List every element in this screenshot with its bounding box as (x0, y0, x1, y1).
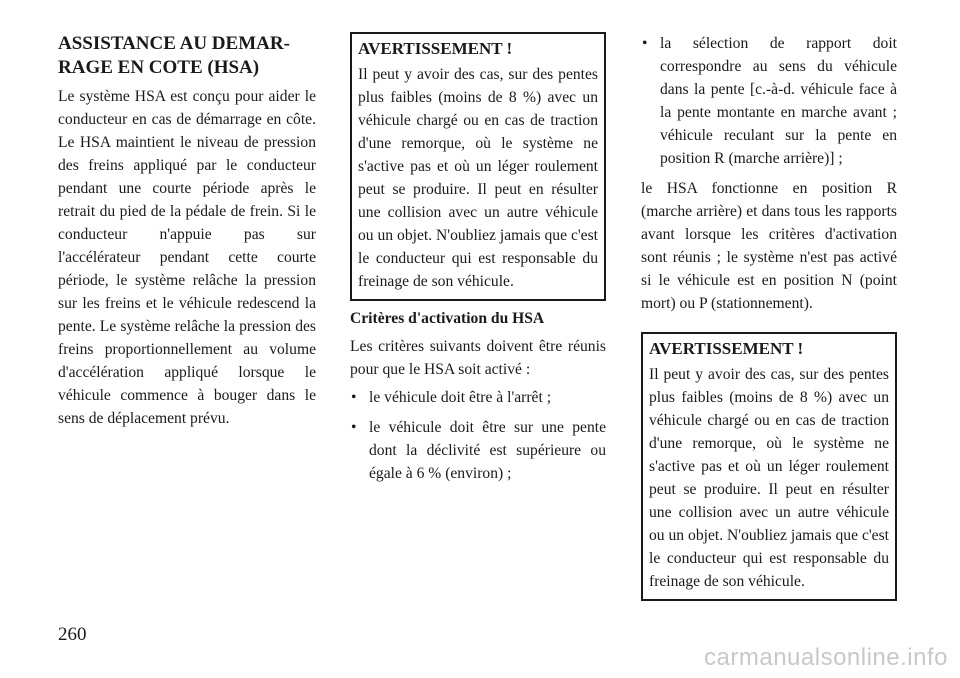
warning-title: AVERTISSEMENT ! (649, 339, 804, 358)
hsa-operation-paragraph: le HSA fonctionne en position R (marche arrière) et dans tous les rapports avant lorsque les critères d'activation sont réunis ; le système n'est pas activé si le véhicule est en position N (point mort) ou P (stationnement). (641, 180, 897, 312)
list-item (350, 416, 606, 485)
bullet-icon: • (351, 419, 357, 436)
criteria-list (350, 386, 606, 485)
list-item-text: le véhicule doit être à l'arrêt ; (369, 389, 552, 406)
hsa-description-paragraph: Le système HSA est conçu pour aider le conducteur en cas de démarrage en côte. Le HSA maintient le niveau de pression des freins appliqué par le conducteur pendant une courte période après le retrait du pied de la pédale de frein. Si le conducteur n'appuie pas sur l'accélérateur pendant cette courte période, le système relâche la pression sur les freins et le véhicule redescend la pente. Le système relâche la pression des freins proportionnellement au volume d'accélération appliqué lorsque le véhicule commence à bouger dans le sens de déplacement prévu. (58, 88, 316, 427)
column-2 (350, 32, 606, 492)
warning-body: Il peut y avoir des cas, sur des pentes plus faibles (moins de 8 %) avec un véhicule chargé ou en cas de traction d'une remorque, où le système ne s'active pas et où un léger roulement peut se produire. Il peut en résulter une collision avec un autre véhicule ou un objet. N'oubliez jamais que c'est le conducteur qui est responsable du freinage de son véhicule. (649, 366, 889, 590)
section-title (58, 32, 316, 80)
warning-body: Il peut y avoir des cas, sur des pentes plus faibles (moins de 8 %) avec un véhicule chargé ou en cas de traction d'une remorque, où le système ne s'active pas et où un léger roulement peut se produire. Il peut en résulter une collision avec un autre véhicule ou un objet. N'oubliez jamais que c'est le conducteur qui est responsable du freinage de son véhicule. (358, 66, 598, 290)
column-1 (58, 32, 316, 435)
criteria-list-continued (641, 32, 897, 170)
list-item-text: la sélection de rapport doit correspondre au sens du véhicule dans la pente [c.-à-d. véhicule face à la pente montante en marche avant ; véhicule reculant sur la pente en position R (marche arrière)] ; (660, 35, 897, 167)
section-title-line-1: ASSISTANCE AU DEMAR- (58, 33, 290, 54)
list-item (350, 386, 606, 409)
warning-box-1 (350, 32, 606, 301)
page-number: 260 (58, 624, 87, 645)
section-title-line-2: RAGE EN COTE (HSA) (58, 57, 260, 78)
criteria-intro: Les critères suivants doivent être réunis pour que le HSA soit activé : (350, 338, 606, 378)
spacer (641, 320, 897, 332)
criteria-title: Critères d'activation du HSA (350, 310, 545, 327)
bullet-icon: • (642, 35, 648, 52)
warning-box-2 (641, 332, 897, 601)
bullet-icon: • (351, 389, 357, 406)
list-item-text: le véhicule doit être sur une pente dont la déclivité est supérieure ou égale à 6 % (environ) ; (369, 419, 606, 482)
warning-title: AVERTISSEMENT ! (358, 39, 513, 58)
watermark: carmanualsonline.info (704, 644, 948, 671)
list-item (641, 32, 897, 170)
column-3 (641, 32, 897, 607)
